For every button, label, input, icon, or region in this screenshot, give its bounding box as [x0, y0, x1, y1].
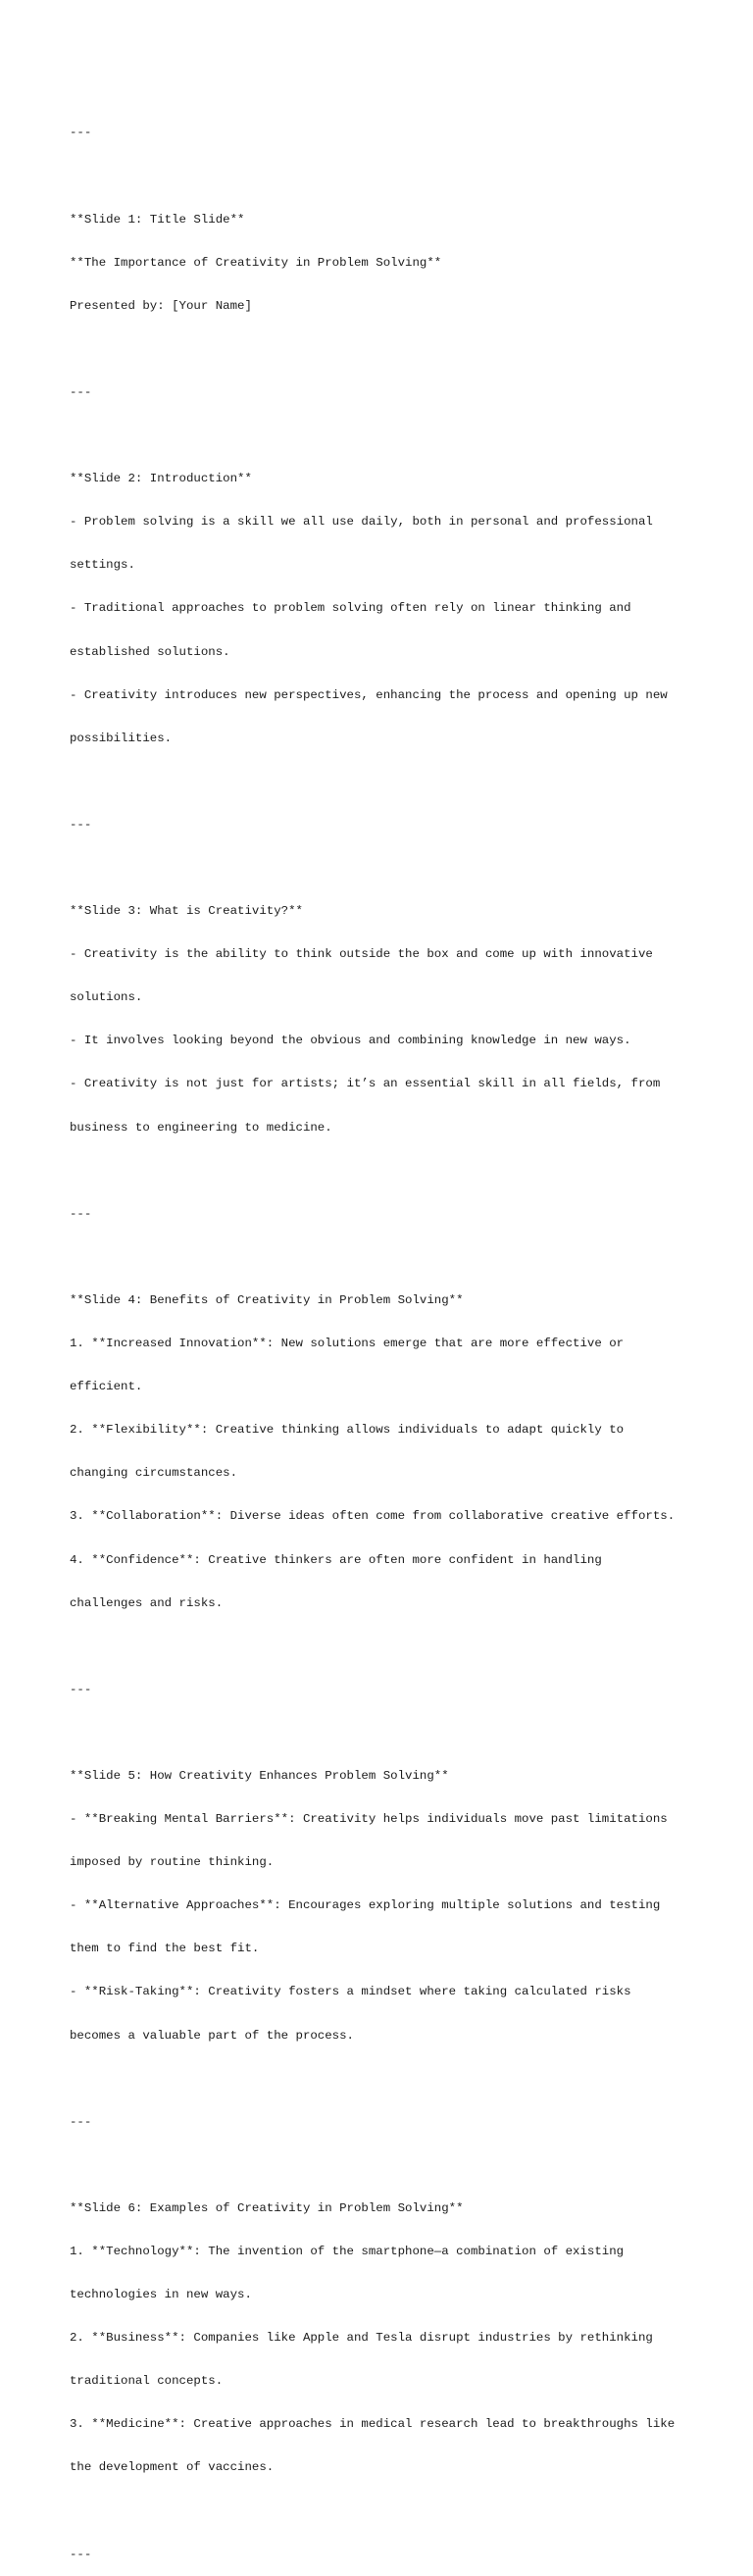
- presentation-title: **The Importance of Creativity in Problem Solving**: [70, 255, 442, 270]
- text-line: - It involves looking beyond the obvious and combining knowledge in new ways.: [70, 1034, 631, 1048]
- text-line: efficient.: [70, 1380, 143, 1394]
- separator: ---: [70, 1682, 92, 1696]
- blank-line: [70, 342, 717, 357]
- blank-line: [70, 429, 717, 443]
- document-body: [70, 97, 717, 2576]
- separator: ---: [70, 817, 92, 832]
- text-line: 1. **Technology**: The invention of the smartphone—a combination of existing: [70, 2245, 625, 2258]
- text-line: imposed by routine thinking.: [70, 1855, 275, 1870]
- slide-4-heading: **Slide 4: Benefits of Creativity in Problem Solving**: [70, 1292, 464, 1307]
- text-line: becomes a valuable part of the process.: [70, 2028, 354, 2043]
- text-line: 4. **Confidence**: Creative thinkers are often more confident in handling: [70, 1552, 602, 1567]
- text-line: - **Risk-Taking**: Creativity fosters a mindset where taking calculated risks: [70, 1985, 631, 1999]
- text-line: 2. **Business**: Companies like Apple and Tesla disrupt industries by rethinking: [70, 2331, 653, 2346]
- blank-line: [70, 1250, 717, 1265]
- blank-line: [70, 1726, 717, 1741]
- separator: ---: [70, 126, 92, 140]
- text-line: - **Breaking Mental Barriers**: Creativity helps individuals move past limitations: [70, 1812, 668, 1827]
- text-line: challenges and risks.: [70, 1595, 224, 1610]
- text-line: possibilities.: [70, 731, 173, 745]
- blank-line: [70, 1164, 717, 1179]
- text-line: the development of vaccines.: [70, 2460, 275, 2475]
- blank-line: [70, 2158, 717, 2173]
- text-line: 3. **Collaboration**: Diverse ideas often come from collaborative creative efforts.: [70, 1509, 676, 1524]
- separator: ---: [70, 2114, 92, 2129]
- blank-line: [70, 2072, 717, 2087]
- text-line: 3. **Medicine**: Creative approaches in medical research lead to breakthroughs like: [70, 2417, 676, 2432]
- text-line: changing circumstances.: [70, 1466, 238, 1481]
- text-line: - Traditional approaches to problem solving often rely on linear thinking and: [70, 601, 631, 616]
- blank-line: [70, 170, 717, 184]
- separator: ---: [70, 1206, 92, 1221]
- blank-line: [70, 775, 717, 789]
- text-line: 2. **Flexibility**: Creative thinking allows individuals to adapt quickly to: [70, 1423, 625, 1438]
- text-line: - Creativity is not just for artists; it’s an essential skill in all fields, from: [70, 1077, 661, 1091]
- text-line: established solutions.: [70, 644, 230, 659]
- blank-line: [70, 861, 717, 876]
- presenter-line: Presented by: [Your Name]: [70, 298, 252, 313]
- text-line: - Creativity introduces new perspectives, enhancing the process and opening up new: [70, 687, 668, 702]
- separator: ---: [70, 384, 92, 399]
- text-line: business to engineering to medicine.: [70, 1120, 332, 1135]
- blank-line: [70, 1640, 717, 1654]
- slide-2-heading: **Slide 2: Introduction**: [70, 472, 252, 486]
- blank-line: [70, 2504, 717, 2519]
- text-line: technologies in new ways.: [70, 2288, 252, 2302]
- slide-5-heading: **Slide 5: How Creativity Enhances Problem Solving**: [70, 1768, 449, 1783]
- slide-6-heading: **Slide 6: Examples of Creativity in Problem Solving**: [70, 2200, 464, 2215]
- text-line: traditional concepts.: [70, 2374, 224, 2389]
- text-line: - Problem solving is a skill we all use daily, both in personal and professional: [70, 515, 653, 530]
- text-line: solutions.: [70, 990, 143, 1005]
- slide-1-heading: **Slide 1: Title Slide**: [70, 212, 245, 227]
- text-line: - **Alternative Approaches**: Encourages exploring multiple solutions and testing: [70, 1898, 661, 1913]
- text-line: - Creativity is the ability to think outside the box and come up with innovative: [70, 947, 653, 962]
- text-line: them to find the best fit.: [70, 1942, 260, 1956]
- slide-3-heading: **Slide 3: What is Creativity?**: [70, 904, 303, 919]
- text-line: settings.: [70, 558, 135, 573]
- separator: ---: [70, 2547, 92, 2561]
- text-line: 1. **Increased Innovation**: New solutions emerge that are more effective or: [70, 1337, 625, 1351]
